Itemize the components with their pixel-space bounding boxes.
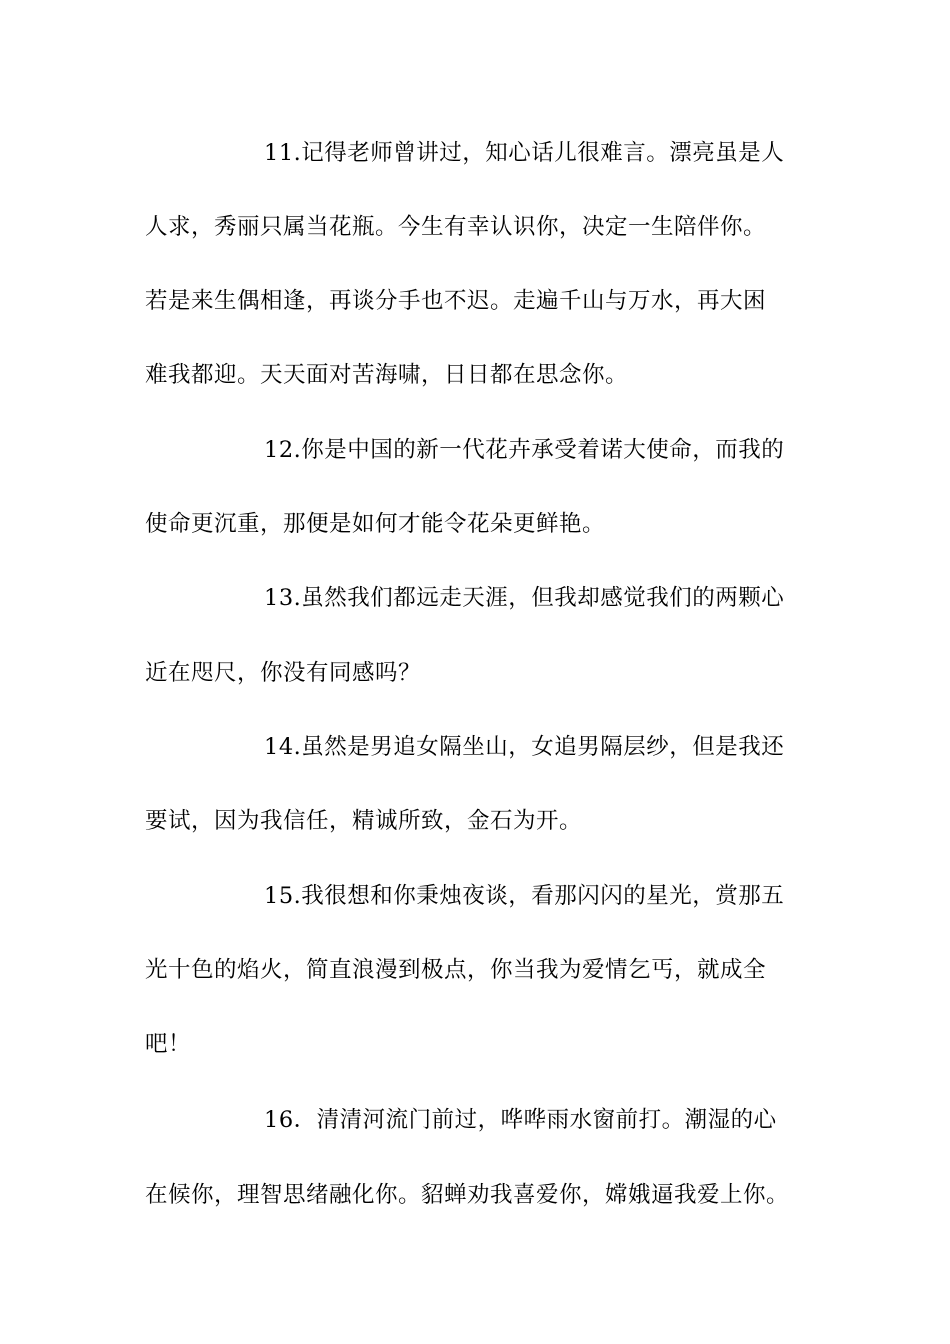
paragraph-11-line-3: 若是来生偶相逢，再谈分手也不迟。走遍千山与万水，再大困 bbox=[145, 288, 767, 314]
paragraph-14-line-1: 14.虽然是男追女隔坐山，女追男隔层纱，但是我还 bbox=[264, 734, 785, 760]
paragraph-15-line-1: 15.我很想和你秉烛夜谈，看那闪闪的星光，赏那五 bbox=[264, 883, 785, 909]
paragraph-11-line-1: 11.记得老师曾讲过，知心话儿很难言。漂亮虽是人 bbox=[264, 140, 785, 166]
paragraph-14-line-2: 要试，因为我信任，精诚所致，金石为开。 bbox=[145, 808, 583, 834]
paragraph-16-line-1: 16．清清河流门前过，哗哗雨水窗前打。潮湿的心 bbox=[264, 1107, 777, 1133]
paragraph-12-line-1: 12.你是中国的新一代花卉承受着诺大使命，而我的 bbox=[264, 437, 785, 463]
paragraph-16-line-2: 在候你，理智思绪融化你。貂蝉劝我喜爱你，嫦娥逼我爱上你。 bbox=[145, 1182, 790, 1208]
paragraph-11-line-4: 难我都迎。天天面对苦海啸，日日都在思念你。 bbox=[145, 362, 629, 388]
paragraph-12-line-2: 使命更沉重，那便是如何才能令花朵更鲜艳。 bbox=[145, 511, 606, 537]
paragraph-15-line-3: 吧！ bbox=[145, 1031, 192, 1057]
paragraph-13-line-1: 13.虽然我们都远走天涯，但我却感觉我们的两颗心 bbox=[264, 585, 785, 611]
paragraph-13-line-2: 近在咫尺，你没有同感吗？ bbox=[145, 660, 422, 686]
paragraph-15-line-2: 光十色的焰火，简直浪漫到极点，你当我为爱情乞丐，就成全 bbox=[145, 957, 767, 983]
paragraph-11-line-2: 人求，秀丽只属当花瓶。今生有幸认识你，决定一生陪伴你。 bbox=[145, 214, 767, 240]
